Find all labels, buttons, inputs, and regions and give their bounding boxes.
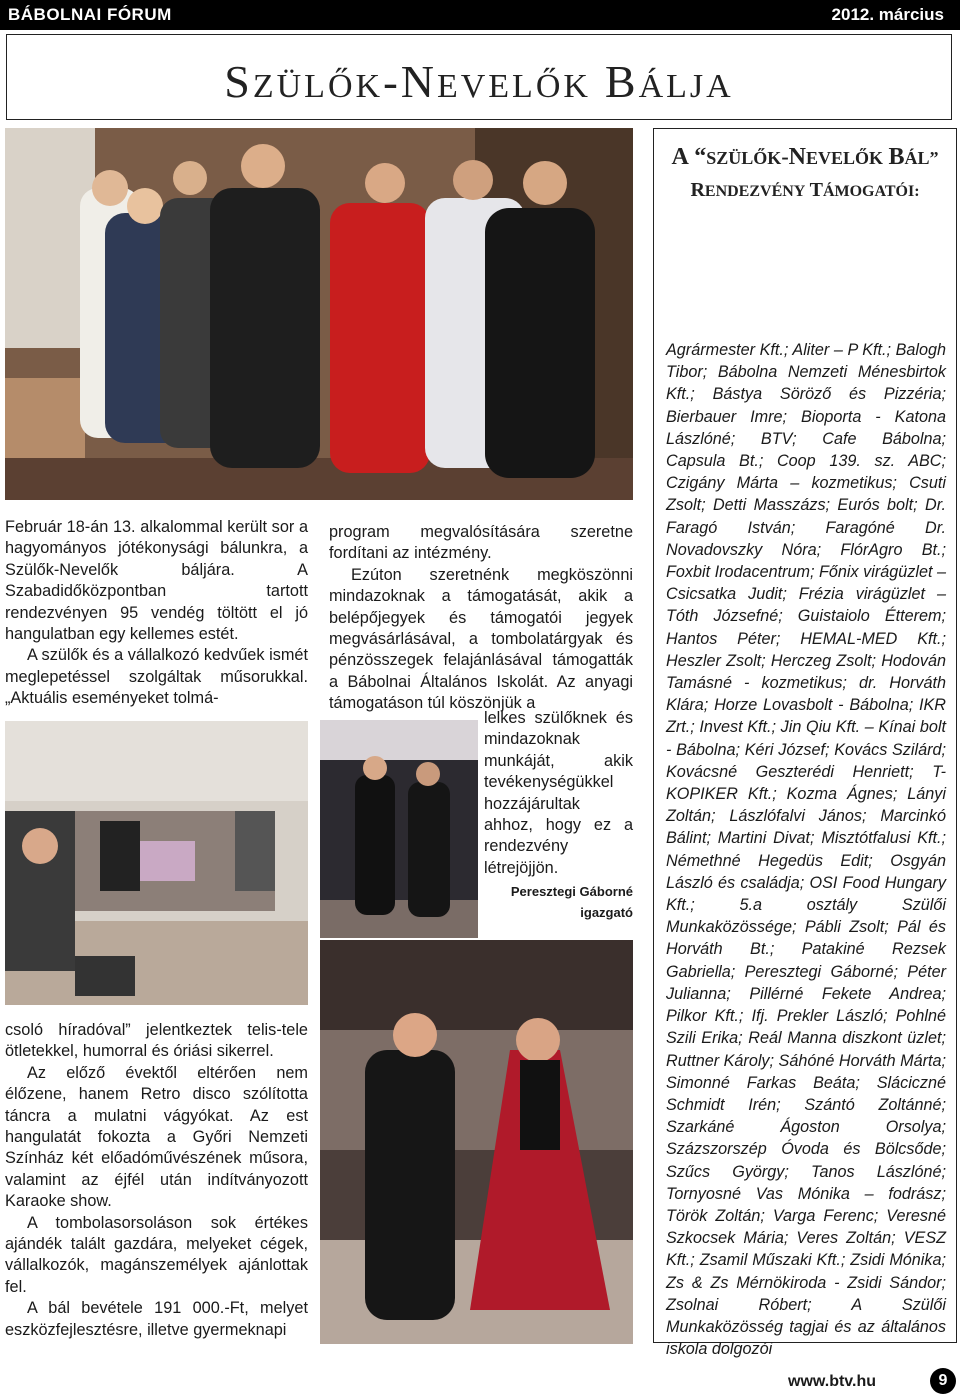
page-number: 9 xyxy=(930,1368,956,1394)
issue-date: 2012. március xyxy=(831,5,944,24)
column2-top-text xyxy=(329,522,633,715)
sponsors-list: Agrármester Kft.; Aliter – P Kft.; Balogh Tibor; Bábolna Nemzeti Ménesbirtok Kft.; Bástya Söröző és Pizzéria; Bierbauer Imre; Bioporta - Katona Lászlóné; BTV; Cafe Bábolna; Capsula Bt.; Coop 139. sz. ABC; Czigány Márta – kozmetikus; Csuti Zsolt; Detti Masszázs; Eurós bolt; Dr. Faragó István; Faragóné Dr. Novadovszky Nóra; FlórAgro Bt.; Foxbit Irodacentrum; Főnix virágüzlet – Csicsatka Judit; Frézia virágüzlet –Tóth Józsefné; Guistaiolo Étterem; Hantos Péter; HEMAL-MED Kft.; Heszler Zsolt; Herczeg Zsolt; Hodován Tamásné - kozmetikus; dr. Horváth Klára; Horze Lovasbolt - Bábolna; IKR Zrt.; Invest Kft.; Jin Qiu Kft. – Kínai bolt - Bábolna; Kéri József; Kovács Szilárd; Kovácsné Geszterédi Henriett; T-KOPIKER Kft.; Kozma Ágnes; Lányi Zoltán; Lászlófalvi János; Marcinkó Bálint; Martini Divat; Misztótfalusi Kft.; Némethné Hegedüs Edit; Osgyán László és családja; OSI Food Hungary Kft.; 5.a osztály Szülői Munkaközössége; Pábli Zsolt; Pál és Horváth Bt.; Patakiné Rezsek Gabriella; Peresztegi Gáborné; Péter Julianna; Pillérné Fekete Andrea; Pilkor Kft.; Ifj. Prekler László; Pohlné Szili Erika; Reál Manna diszkont üzlet; Ruttner Károly; Sáhóné Horváth Márta; Simonné Farkas Beáta; Sláciczné Schmidt Irén; Szántó Zoltánné; Szarkáné Ágoston Orsolya; Százszorszép Óvoda és Bölcsőde; Szűcs György; Tanos Lászlóné; Tornyosné Vas Mónika – fodrász; Török Zoltán; Varga Ferenc; Veresné Szkocsek Mária; Veres Zoltán; VESZ Kft.; Zsamil Műszaki Kft.; Zsidi Mónika; Zs & Zs Mérnökiroda - Zsidi Sándor; Zsolnai Róbert; A Szülői Munkaközösség tagjai és az általános iskola dolgozói xyxy=(666,341,946,1359)
paragraph: A szülők és a vállalkozó kedvűek ismét meglepetéssel szolgáltak műsorukkal. „Aktuális eseményeket tolmá- xyxy=(5,646,308,708)
publication-name: BÁBOLNAI FÓRUM xyxy=(8,5,172,24)
sponsors-title xyxy=(654,141,956,208)
sponsors-title-line1: A “SZÜLŐK-NEVELŐK BÁL” xyxy=(671,144,939,170)
photo-performers xyxy=(320,720,478,938)
title-box xyxy=(6,34,952,120)
article-title: SZÜLŐK-NEVELŐK BÁLJA xyxy=(224,56,734,107)
footer-url[interactable]: www.btv.hu xyxy=(788,1373,876,1390)
paragraph: program megvalósítására szeretne fordítani az intézmény. xyxy=(329,523,633,563)
signature-name: Peresztegi Gáborné xyxy=(510,884,633,900)
sponsors-box xyxy=(653,128,957,1359)
header-bar xyxy=(0,0,960,30)
column1-bottom-text xyxy=(5,1020,308,1341)
photo-hall-guests xyxy=(5,721,308,1005)
signature xyxy=(484,881,633,923)
column2-side-text xyxy=(484,708,633,923)
paragraph: Ezúton szeretnénk megköszönni mindazoknak a támogatását, akik a belépőjegyek és támogatói jegyek megvásárlásával, a tombolatárgyak és pénzösszegek felajánlásával támogatták a Bábolnai Általános Iskolát. Az anyagi támogatáson túl köszönjük a xyxy=(329,565,633,713)
paragraph: A bál bevétele 191 000.-Ft, melyet eszközfejlesztésre, illetve gyermeknapi xyxy=(5,1299,308,1339)
paragraph: A tombolasorsoláson sok értékes ajándék talált gazdára, melyeket cégek, vállalkozók, magánszemélyek ajánlottak fel. xyxy=(5,1213,308,1296)
paragraph: csoló híradóval” jelentkeztek telis-tele ötletekkel, humorral és óriási sikerrel. xyxy=(5,1021,308,1061)
paragraph: Az előző évektől eltérően nem élőzene, hanem Retro disco szólította táncra a mulatni vágyókat. Az est hangulatát fokozta a Győri Nemzeti Színház két előadóművészének műsora, valamint az éjfél után indítványozott Karaoke show. xyxy=(5,1063,308,1211)
signature-role: igazgató xyxy=(580,905,633,921)
column1-top-text xyxy=(5,517,308,710)
photo-dancing-couple xyxy=(320,940,633,1344)
sponsors-title-line2: RENDEZVÉNY TÁMOGATÓI: xyxy=(690,179,920,201)
paragraph: lelkes szülőknek és mindazoknak munkáját, akik tevékenységükkel hozzájárultak ahhoz, hogy ez a rendezvény létrejöjjön. xyxy=(484,709,633,877)
photo-group-on-stage xyxy=(5,128,633,500)
paragraph: Február 18-án 13. alkalommal került sor a hagyományos jótékonysági bálunkra, a Szülők-Nevelők báljára. A Szabadidőközpontban tartott rendezvényen 95 vendég töltött el jó hangulatban egy kellemes estét. xyxy=(5,518,308,644)
